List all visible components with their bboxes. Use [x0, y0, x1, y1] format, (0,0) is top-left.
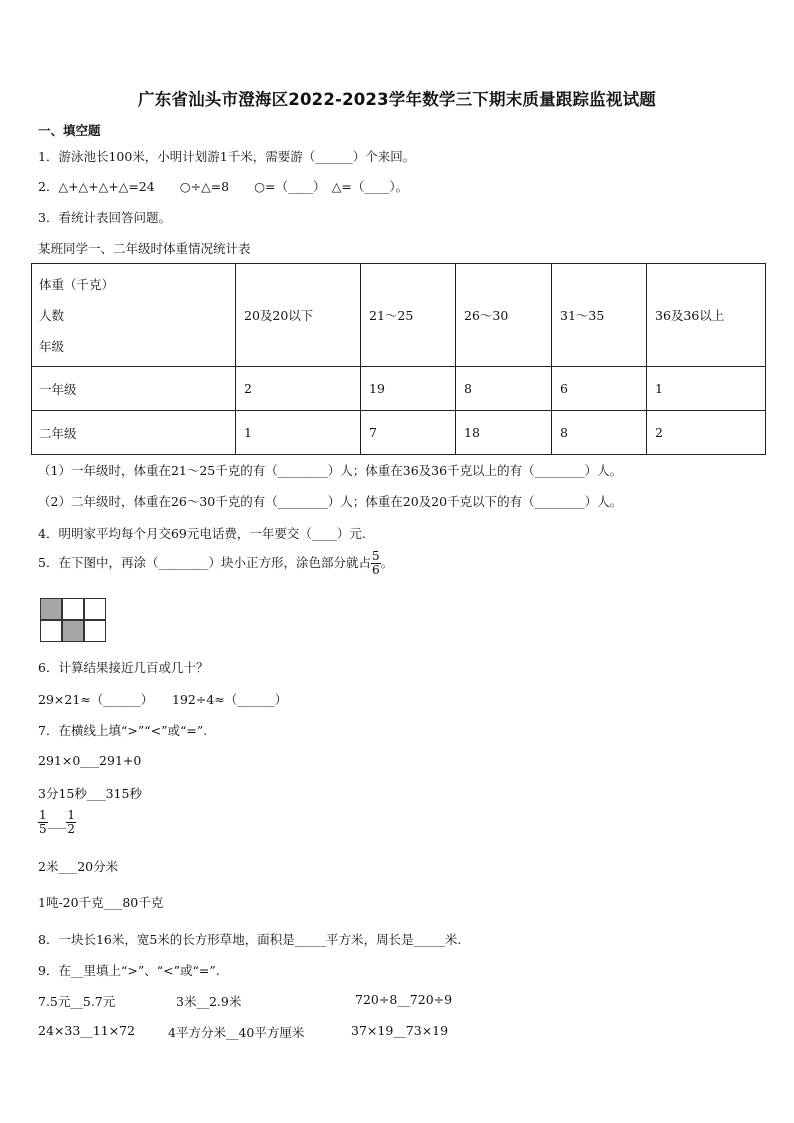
question-7-item: 2米___20分米 [38, 859, 119, 874]
fraction-numerator: 5 [371, 549, 380, 563]
table-cell: 1 [236, 411, 361, 455]
fraction [66, 809, 76, 836]
page-title: 广东省汕头市澄海区2022-2023学年数学三下期末质量跟踪监视试题 [138, 90, 656, 109]
column-header: 31～35 [552, 264, 647, 367]
question-4: 4．明明家平均每个月交69元电话费，一年要交（____）元. [38, 526, 366, 541]
table-cell: 1 [647, 367, 766, 411]
section-heading: 一、填空题 [38, 123, 101, 138]
square-grid-figure [40, 598, 106, 642]
header-label-grade: 年级 [39, 338, 65, 354]
question-9-item: 4平方分米__40平方厘米 [168, 1025, 305, 1040]
table-row [32, 367, 766, 411]
question-2: 2．△+△+△+△=24 ○÷△=8 ○=（____） △=（____）。 [38, 179, 409, 194]
table-cell: 8 [552, 411, 647, 455]
question-7-item: 1吨-20千克___80千克 [38, 895, 164, 910]
question-3-part-1: （1）一年级时，体重在21～25千克的有（________）人；体重在36及36千克以上的有（________）人。 [38, 463, 623, 478]
question-9-item: 7.5元__5.7元 [38, 994, 116, 1009]
question-1: 1．游泳池长100米，小明计划游1千米，需要游（______）个来回。 [38, 149, 416, 164]
header-label-weight: 体重（千克） [39, 276, 115, 292]
grid-square [84, 620, 106, 642]
table-header-corner [32, 264, 236, 367]
question-7-item: 3分15秒___315秒 [38, 786, 142, 801]
fraction-denominator: 2 [67, 822, 76, 836]
question-9-item: 720÷8__720÷9 [355, 992, 453, 1007]
table-cell: 19 [361, 367, 456, 411]
header-label-count: 人数 [39, 307, 65, 323]
compare-blank: ___ [47, 814, 67, 829]
question-5-end: 。 [380, 555, 394, 570]
question-7-fraction-compare [38, 809, 76, 836]
fraction [38, 809, 48, 836]
table-row [32, 411, 766, 455]
fraction-denominator: 6 [371, 563, 380, 577]
table-cell: 2 [236, 367, 361, 411]
grid-square-shaded [40, 598, 62, 620]
question-6-item: 29×21≈（______） [38, 692, 154, 707]
weight-statistics-table [31, 263, 766, 455]
table-caption: 某班同学一、二年级时体重情况统计表 [38, 241, 251, 256]
grid-square [62, 598, 84, 620]
question-9-item: 24×33__11×72 [38, 1023, 136, 1038]
question-5-text: 5．在下图中，再涂（________）块小正方形，涂色部分就占 [38, 555, 371, 570]
table-cell: 18 [456, 411, 552, 455]
table-cell: 8 [456, 367, 552, 411]
grid-square [84, 598, 106, 620]
fraction-denominator: 5 [39, 822, 47, 836]
question-5 [38, 550, 393, 577]
column-header: 20及20以下 [236, 264, 361, 367]
column-header: 21～25 [361, 264, 456, 367]
question-6: 6．计算结果接近几百或几十？ [38, 660, 209, 675]
fraction-numerator: 1 [39, 808, 47, 822]
fraction-numerator: 1 [67, 808, 76, 822]
table-cell: 2 [647, 411, 766, 455]
grid-square [40, 620, 62, 642]
row-label: 二年级 [32, 411, 236, 455]
question-3-part-2: （2）二年级时，体重在26～30千克的有（________）人；体重在20及20千克以下的有（________）人。 [38, 494, 623, 509]
question-9-item: 37×19__73×19 [351, 1023, 449, 1038]
question-9: 9．在__里填上“>”、“<”或“=”. [38, 963, 220, 978]
grid-square-shaded [62, 620, 84, 642]
fraction [371, 550, 381, 577]
question-9-item: 3米__2.9米 [176, 994, 242, 1009]
question-7-item: 291×0___291+0 [38, 753, 142, 768]
question-6-item: 192÷4≈（______） [172, 692, 288, 707]
table-cell: 7 [361, 411, 456, 455]
question-3: 3．看统计表回答问题。 [38, 210, 171, 225]
row-label: 一年级 [32, 367, 236, 411]
question-7: 7．在横线上填“>”“<”或“=”. [38, 723, 208, 738]
column-header: 26～30 [456, 264, 552, 367]
column-header: 36及36以上 [647, 264, 766, 367]
table-cell: 6 [552, 367, 647, 411]
question-8: 8．一块长16米，宽5米的长方形草地，面积是_____平方米，周长是_____米. [38, 932, 462, 947]
